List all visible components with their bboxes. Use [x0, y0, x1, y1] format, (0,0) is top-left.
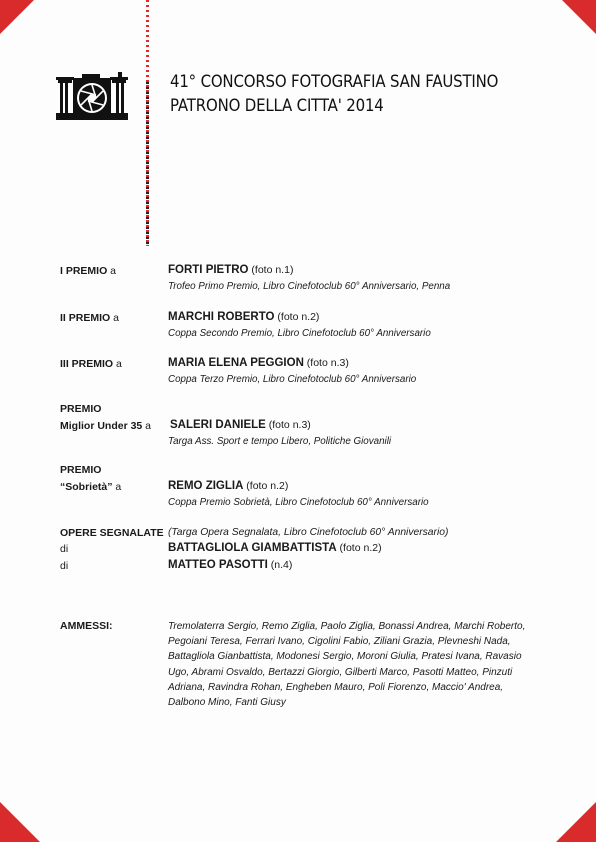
prize-description: Coppa Terzo Premio, Libro Cinefotoclub 60° Anniversario [168, 374, 417, 385]
title-line-1: 41° CONCORSO FOTOGRAFIA SAN FAUSTINO [170, 72, 499, 92]
corner-decoration-bottom-right [556, 802, 596, 842]
prize-winner: SALERI DANIELE (foto n.3) [170, 419, 311, 431]
segnalate-entry: MATTEO PASOTTI (n.4) [168, 559, 293, 571]
segnalate-label: OPERE SEGNALATE [60, 527, 164, 539]
ammessi-label: AMMESSI: [60, 620, 113, 632]
title-line-2: PATRONO DELLA CITTA' 2014 [170, 96, 384, 116]
corner-decoration-bottom-left [0, 802, 40, 842]
ammessi-list: Tremolaterra Sergio, Remo Ziglia, Paolo Ziglia, Bonassi Andrea, Marchi Roberto, Pegoiani Teresa, Ferrari Ivano, Cigolini Fabio, Ziliani Grazia, Plevneshi Nada, Battagliola Gianbattista, Modonesi Sergio, Moroni Giulia, Pratesi Ivana, Ravasio Ugo, Abrami Osvaldo, Bertazzi Giorgio, Gilberti Marco, Pasotti Matteo, Pinzuti Adriana, Ravindra Rohan, Engheben Mauro, Poli Fiorenzo, Maccio' Andrea, Dalbono Mino, Fanti Giusy [168, 621, 526, 709]
prize-label: I PREMIO a [60, 265, 117, 277]
prize-winner: REMO ZIGLIA (foto n.2) [168, 480, 289, 492]
prize-description: Trofeo Primo Premio, Libro Cinefotoclub 60° Anniversario, Penna [168, 281, 451, 292]
camera-aperture-columns-logo [56, 72, 128, 122]
segnalate-description: (Targa Opera Segnalata, Libro Cinefotoclub 60° Anniversario) [168, 527, 449, 538]
prize-winner: MARIA ELENA PEGGION (foto n.3) [168, 357, 349, 369]
prize-label-line1: PREMIO [60, 403, 102, 415]
segnalate-prefix: di [60, 560, 69, 572]
corner-decoration-top-left [0, 0, 34, 34]
segnalate-prefix: di [60, 543, 69, 555]
prize-description: Targa Ass. Sport e tempo Libero, Politiche Giovanili [168, 436, 392, 447]
segnalate-entry: BATTAGLIOLA GIAMBATTISTA (foto n.2) [168, 542, 382, 554]
prize-winner: FORTI PIETRO (foto n.1) [168, 264, 294, 276]
prize-description: Coppa Premio Sobrietà, Libro Cinefotoclub 60° Anniversario [168, 497, 429, 508]
prize-winner: MARCHI ROBERTO (foto n.2) [168, 311, 320, 323]
corner-decoration-top-right [562, 0, 596, 34]
prize-label-line1: PREMIO [60, 464, 102, 476]
dotted-divider-black [146, 82, 149, 246]
prize-label: II PREMIO a [60, 312, 119, 324]
prize-label: Miglior Under 35 a [60, 420, 152, 432]
prize-label: III PREMIO a [60, 358, 122, 370]
prize-description: Coppa Secondo Premio, Libro Cinefotoclub 60° Anniversario [168, 328, 431, 339]
prize-label: “Sobrietà” a [60, 481, 122, 493]
page-title [170, 70, 522, 118]
